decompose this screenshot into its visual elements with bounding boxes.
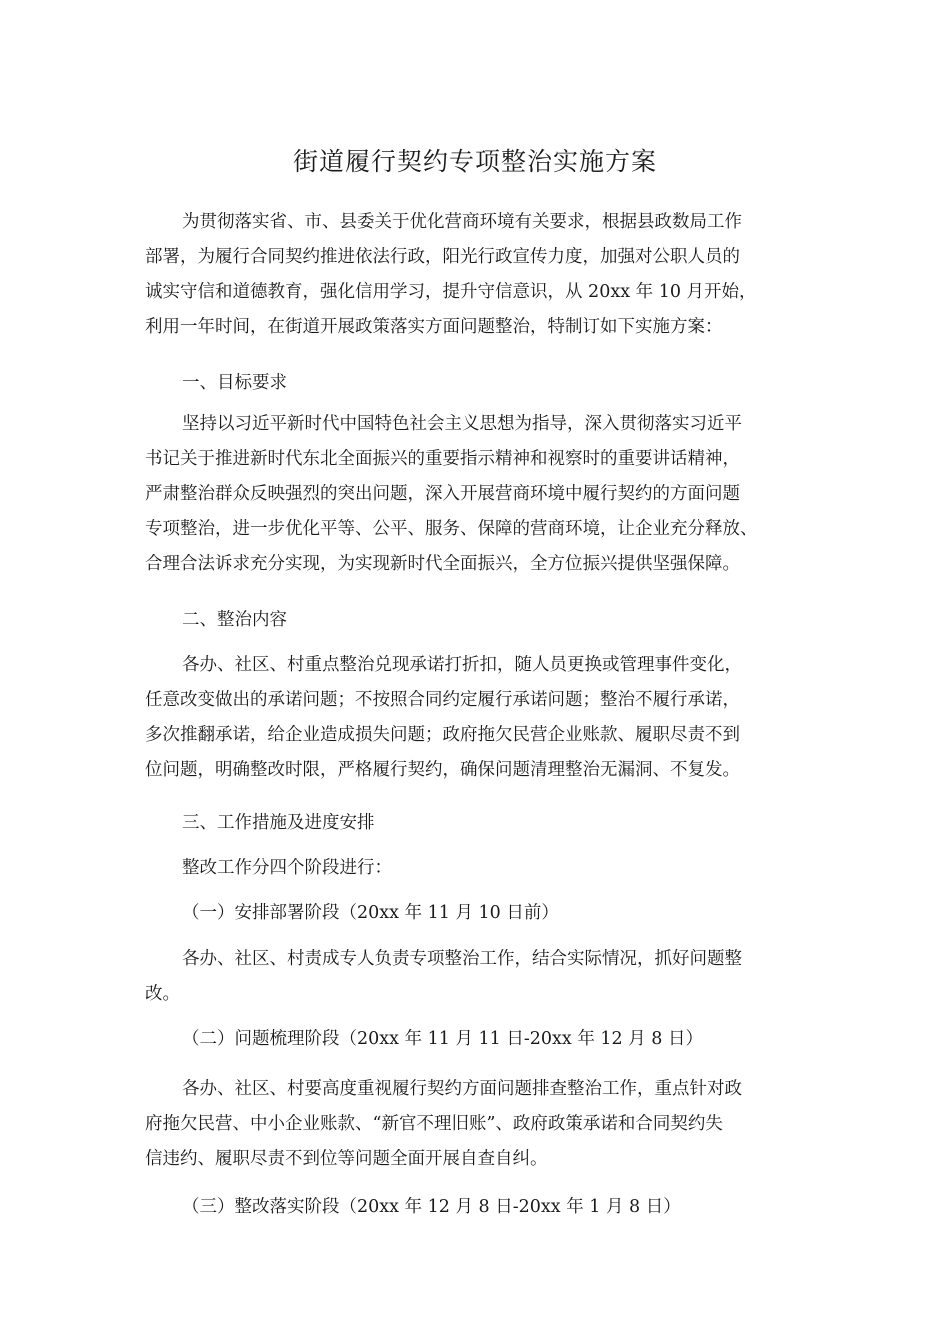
stage-2-body (145, 1072, 817, 1177)
text-line: 府拖欠民营、中小企业账款、“新官不理旧账”、政府政策承诺和合同契约失 (145, 1114, 723, 1134)
stage-1-body (145, 942, 817, 1012)
text-line: 严肃整治群众反映强烈的突出问题，深入开展营商环境中履行契约的方面问题 (145, 484, 740, 504)
text-line: 为贯彻落实省、市、县委关于优化营商环境有关要求，根据县政数局工作 (182, 212, 742, 232)
text-line: 利用一年时间，在街道开展政策落实方面问题整治，特制订如下实施方案： (145, 317, 723, 337)
heading-text: （一）安排部署阶段（20xx 年 11 月 10 日前） (182, 903, 559, 923)
text-line: 各办、社区、村责成专人负责专项整治工作，结合实际情况，抓好问题整 (182, 949, 742, 969)
heading-text: （二）问题梳理阶段（20xx 年 11 月 11 日-20xx 年 12 月 8 日） (182, 1029, 703, 1049)
heading-text: 一、目标要求 (182, 373, 287, 393)
text-line: 改。 (145, 984, 180, 1004)
section-3-heading (145, 806, 817, 841)
intro-paragraph (145, 205, 817, 345)
heading-text: （三）整改落实阶段（20xx 年 12 月 8 日-20xx 年 1 月 8 日） (182, 1197, 681, 1217)
section-3-intro (145, 851, 817, 886)
stage-3-heading (145, 1190, 817, 1225)
text-line: 专项整治，进一步优化平等、公平、服务、保障的营商环境，让企业充分释放、 (145, 519, 758, 539)
text-line: 位问题，明确整改时限，严格履行契约，确保问题清理整治无漏洞、不复发。 (145, 760, 740, 780)
section-2-heading (145, 603, 817, 638)
text-line: 各办、社区、村重点整治兑现承诺打折扣，随人员更换或管理事件变化， (182, 655, 742, 675)
text-line: 书记关于推进新时代东北全面振兴的重要指示精神和视察时的重要讲话精神， (145, 449, 740, 469)
section-1-body (145, 407, 817, 582)
text-line: 部署，为履行合同契约推进依法行政，阳光行政宣传力度，加强对公职人员的 (145, 247, 740, 267)
heading-text: 二、整治内容 (182, 610, 287, 630)
stage-2-heading (145, 1022, 817, 1057)
text-line: 信违约、履职尽责不到位等问题全面开展自查自纠。 (145, 1149, 548, 1169)
text-line: 整改工作分四个阶段进行： (182, 858, 392, 878)
text-line: 合理合法诉求充分实现，为实现新时代全面振兴，全方位振兴提供坚强保障。 (145, 554, 740, 574)
heading-text: 三、工作措施及进度安排 (182, 813, 375, 833)
text-line: 各办、社区、村要高度重视履行契约方面问题排查整治工作，重点针对政 (182, 1079, 742, 1099)
stage-1-heading (145, 896, 817, 931)
section-2-body (145, 648, 817, 788)
document-title: 街道履行契约专项整治实施方案 (292, 147, 657, 176)
text-line: 多次推翻承诺，给企业造成损失问题；政府拖欠民营企业账款、履职尽责不到 (145, 725, 740, 745)
section-1-heading (145, 366, 817, 401)
text-line: 诚实守信和道德教育，强化信用学习，提升守信意识，从 20xx 年 10 月开始， (145, 282, 757, 302)
text-line: 坚持以习近平新时代中国特色社会主义思想为指导，深入贯彻落实习近平 (182, 414, 742, 434)
text-line: 任意改变做出的承诺问题；不按照合同约定履行承诺问题；整治不履行承诺， (145, 690, 740, 710)
